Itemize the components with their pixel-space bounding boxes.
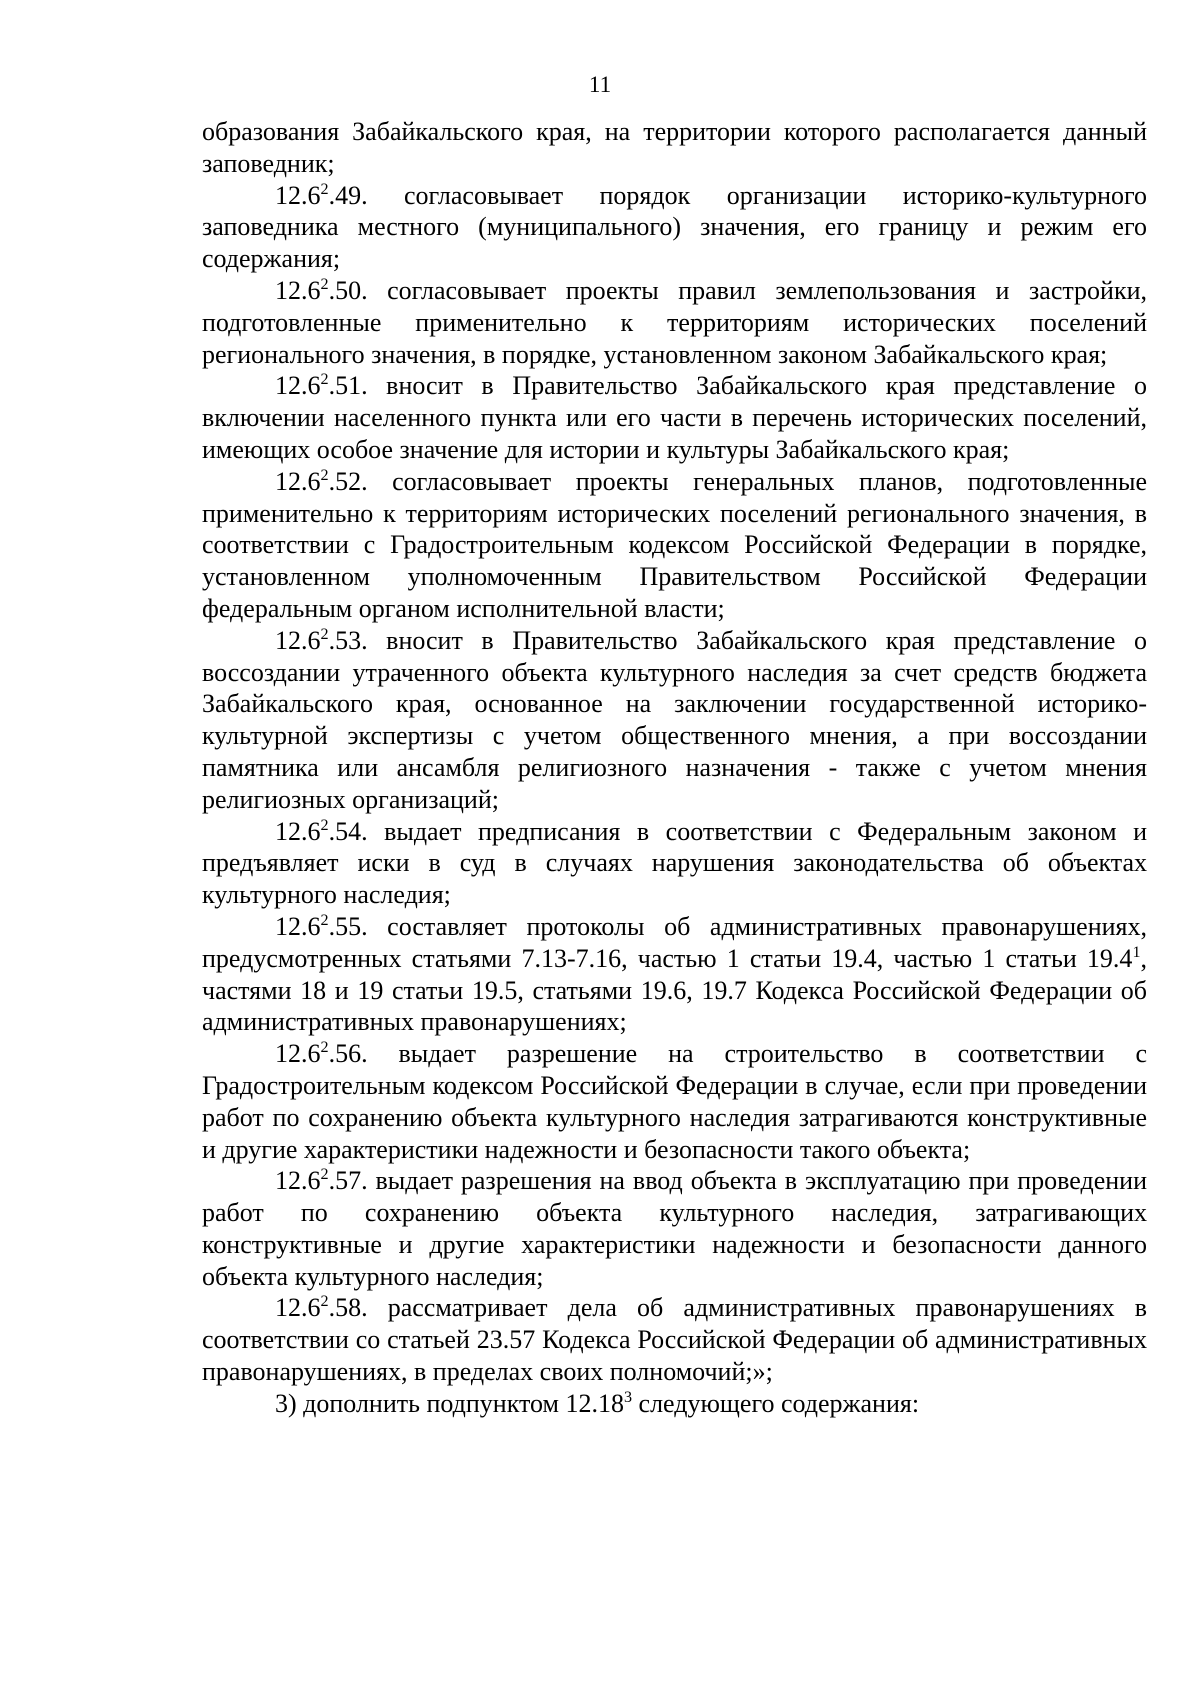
clause-number: 12.6$^2$.55. <box>275 911 368 941</box>
paragraph-12-6-2-52 <box>202 466 1147 625</box>
paragraph-text: согласовывает проекты правил землепользования и застройки, подготовленные применительно к территориям исторических поселений регионального значения, в порядке, установленном законом Забайкальского края; <box>202 275 1148 369</box>
clause-number: 12.6$^2$.52. <box>275 466 368 496</box>
paragraph-12-6-2-56 <box>202 1038 1147 1165</box>
paragraph-text: 3) дополнить подпунктом 12.18$^3$ следующего содержания: <box>275 1388 920 1418</box>
paragraph-text: рассматривает дела об административных правонарушениях в соответствии со статьей 23.57 Кодекса Российской Федерации об административных правонарушениях, в пределах своих полномочий;»; <box>202 1293 1147 1387</box>
clause-number: 12.6$^2$.51. <box>275 371 368 401</box>
paragraph-continuation <box>202 116 1147 180</box>
clause-number: 12.6$^2$.49. <box>275 180 368 210</box>
paragraph-text: выдает разрешение на строительство в соответствии с Градостроительным кодексом Российской Федерации в случае, если при проведении работ по сохранению объекта культурного наследия затрагиваются конструктивные и другие характеристики надежности и безопасности такого объекта; <box>202 1039 1148 1164</box>
paragraph-text: выдает предписания в соответствии с Федеральным законом и предъявляет иски в суд в случаях нарушения законодательства об объектах культурного наследия; <box>202 816 1147 910</box>
clause-number: 12.6$^2$.53. <box>275 625 368 655</box>
clause-number: 12.6$^2$.58. <box>275 1293 368 1323</box>
paragraph-12-6-2-49 <box>202 180 1147 275</box>
paragraph-12-6-2-50 <box>202 275 1147 370</box>
paragraph-item-3 <box>202 1388 1147 1420</box>
paragraph-text: согласовывает порядок организации историко-культурного заповедника местного (муниципального) значения, его границу и режим его содержания; <box>202 180 1147 274</box>
paragraph-text: составляет протоколы об административных правонарушениях, предусмотренных статьями 7.13-7.16, частью 1 статьи 19.4, частью 1 статьи 19.4$^1$, частями 18 и 19 статьи 19.5, статьями 19.6, 19.7 Кодекса Российской Федерации об административных правонарушениях; <box>202 911 1148 1037</box>
paragraph-12-6-2-58 <box>202 1292 1147 1387</box>
paragraph-12-6-2-54 <box>202 816 1147 911</box>
clause-number: 12.6$^2$.50. <box>275 275 368 305</box>
document-body <box>202 116 1147 1420</box>
paragraph-12-6-2-53 <box>202 625 1147 816</box>
paragraph-12-6-2-55 <box>202 911 1147 1038</box>
clause-number: 12.6$^2$.56. <box>275 1039 368 1069</box>
paragraph-text: образования Забайкальского края, на территории которого располагается данный заповедник; <box>202 117 1147 178</box>
paragraph-text: выдает разрешения на ввод объекта в эксплуатацию при проведении работ по сохранению объекта культурного наследия, затрагивающих конструктивные и другие характеристики надежности и безопасности данного объекта культурного наследия; <box>202 1166 1148 1291</box>
clause-number: 12.6$^2$.57. <box>275 1166 368 1196</box>
paragraph-text: согласовывает проекты генеральных планов, подготовленные применительно к территориям исторических поселений регионального значения, в соответствии с Градостроительным кодексом Российской Федерации в порядке, установленном уполномоченным Правительством Российской Федерации федеральным органом исполнительной власти; <box>202 466 1148 623</box>
paragraph-12-6-2-51 <box>202 370 1147 465</box>
page-number: 11 <box>588 72 612 97</box>
clause-number: 12.6$^2$.54. <box>275 816 368 846</box>
paragraph-12-6-2-57 <box>202 1165 1147 1292</box>
paragraph-text: вносит в Правительство Забайкальского края представление о включении населенного пункта или его части в перечень исторических поселений, имеющих особое значение для истории и культуры Забайкальского края; <box>202 371 1147 464</box>
paragraph-text: вносит в Правительство Забайкальского края представление о воссоздании утраченного объекта культурного наследия за счет средств бюджета Забайкальского края, основанное на заключении государственной историко-культурной экспертизы с учетом общественного мнения, а при воссоздании памятника или ансамбля религиозного назначения - также с учетом мнения религиозных организаций; <box>202 625 1147 814</box>
